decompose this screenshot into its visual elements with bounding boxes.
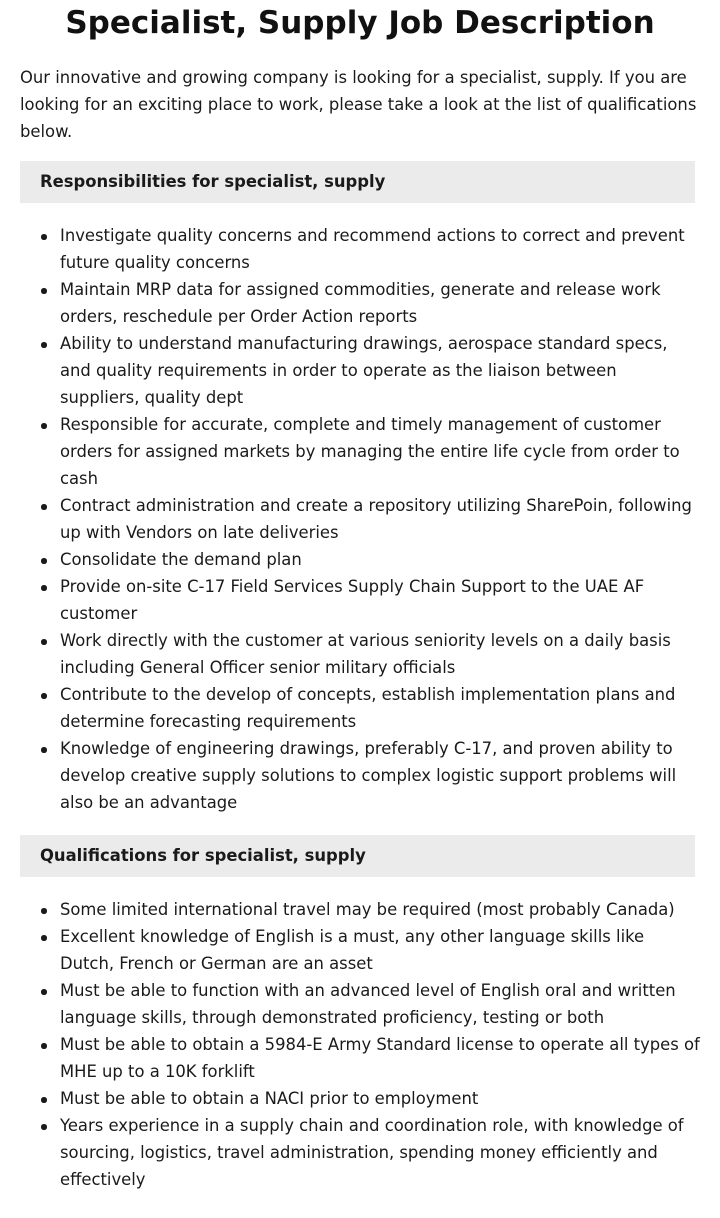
list-item-text: Excellent knowledge of English is a must, any other language skills like Dutch, French or German are an asset — [60, 927, 645, 973]
bullet-icon — [41, 935, 47, 941]
list-item — [60, 1112, 700, 1193]
list-item-text: Maintain MRP data for assigned commodities, generate and release work orders, reschedule per Order Action reports — [60, 280, 661, 326]
list-item — [60, 1085, 700, 1112]
list-item — [60, 222, 700, 276]
list-item — [60, 330, 700, 411]
bullet-icon — [41, 908, 47, 914]
list-item-text: Responsible for accurate, complete and timely management of customer orders for assigned markets by managing the entire life cycle from order to cash — [60, 415, 680, 488]
page-title: Specialist, Supply Job Description — [65, 5, 655, 41]
list-item — [60, 1031, 700, 1085]
bullet-icon — [41, 1124, 47, 1130]
list-item-text: Must be able to function with an advanced level of English oral and written language skills, through demonstrated proficiency, testing or both — [60, 981, 676, 1027]
list-item — [60, 492, 700, 546]
list-item — [60, 735, 700, 816]
list-item-text: Investigate quality concerns and recommend actions to correct and prevent future quality concerns — [60, 226, 685, 272]
list-item — [60, 681, 700, 735]
bullet-icon — [41, 1097, 47, 1103]
qualifications-heading: Qualifications for specialist, supply — [20, 835, 695, 877]
bullet-icon — [41, 747, 47, 753]
bullet-icon — [41, 639, 47, 645]
bullet-icon — [41, 504, 47, 510]
bullet-icon — [41, 693, 47, 699]
list-item — [60, 923, 700, 977]
bullet-icon — [41, 558, 47, 564]
bullet-icon — [41, 1043, 47, 1049]
list-item — [60, 896, 700, 923]
bullet-icon — [41, 989, 47, 995]
bullet-icon — [41, 288, 47, 294]
list-item-text: Work directly with the customer at various seniority levels on a daily basis including General Officer senior military officials — [60, 631, 671, 677]
list-item — [60, 411, 700, 492]
list-item-text: Must be able to obtain a NACI prior to employment — [60, 1089, 479, 1108]
intro-paragraph: Our innovative and growing company is looking for a specialist, supply. If you are looking for an exciting place to work, please take a look at the list of qualifications below. — [20, 68, 697, 141]
list-item-text: Must be able to obtain a 5984-E Army Standard license to operate all types of MHE up to a 10K forklift — [60, 1035, 700, 1081]
list-item-text: Ability to understand manufacturing drawings, aerospace standard specs, and quality requirements in order to operate as the liaison between suppliers, quality dept — [60, 334, 668, 407]
bullet-icon — [41, 423, 47, 429]
list-item-text: Years experience in a supply chain and coordination role, with knowledge of sourcing, logistics, travel administration, spending money efficiently and effectively — [60, 1116, 684, 1189]
list-item — [60, 573, 700, 627]
responsibilities-heading: Responsibilities for specialist, supply — [20, 161, 695, 203]
list-item-text: Provide on-site C-17 Field Services Supply Chain Support to the UAE AF customer — [60, 577, 645, 623]
responsibilities-list — [20, 222, 700, 816]
list-item-text: Consolidate the demand plan — [60, 550, 302, 569]
bullet-icon — [41, 234, 47, 240]
list-item — [60, 276, 700, 330]
list-item — [60, 977, 700, 1031]
list-item — [60, 546, 700, 573]
list-item-text: Some limited international travel may be required (most probably Canada) — [60, 900, 675, 919]
bullet-icon — [41, 342, 47, 348]
bullet-icon — [41, 585, 47, 591]
qualifications-list — [20, 896, 700, 1193]
list-item-text: Knowledge of engineering drawings, preferably C-17, and proven ability to develop creative supply solutions to complex logistic support problems will also be an advantage — [60, 739, 677, 812]
list-item-text: Contribute to the develop of concepts, establish implementation plans and determine forecasting requirements — [60, 685, 676, 731]
list-item — [60, 627, 700, 681]
list-item-text: Contract administration and create a repository utilizing SharePoin, following up with Vendors on late deliveries — [60, 496, 692, 542]
